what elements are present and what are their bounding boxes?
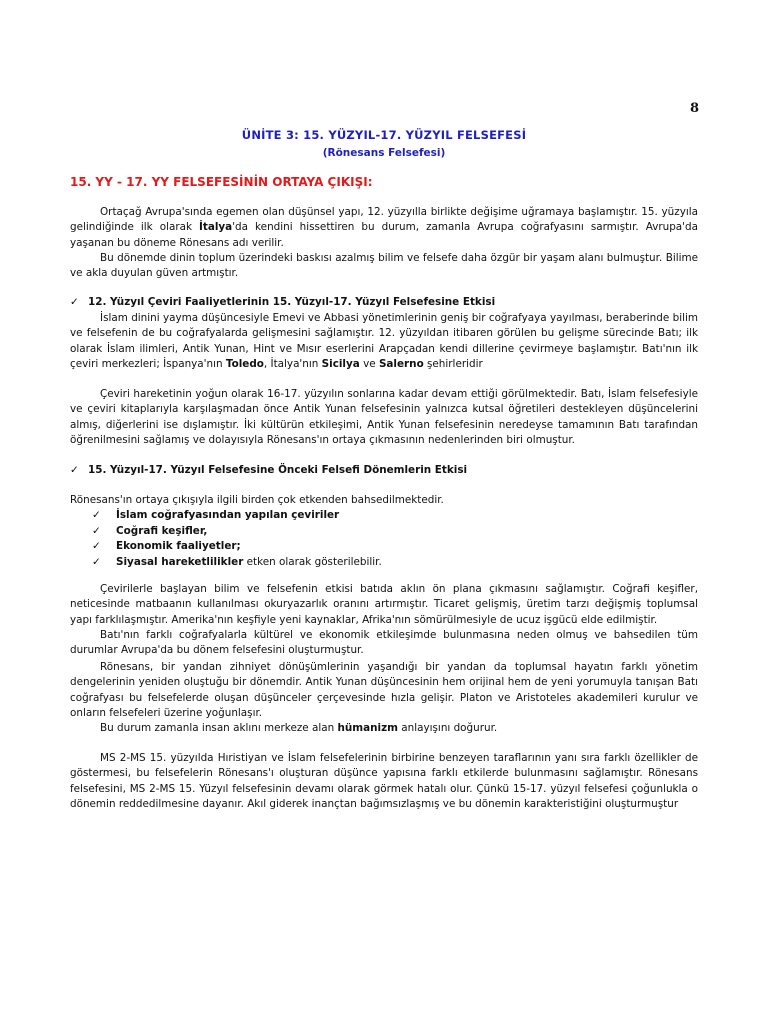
list-item-text: Coğrafi keşifler, [116, 524, 208, 537]
page-number: 8 [690, 101, 700, 116]
list-item-suffix: etken olarak gösterilebilir. [243, 555, 382, 568]
paragraph-8: Rönesans, bir yandan zihniyet dönüşümlerinin yaşandığı bir yandan da toplumsal hayatın farklı yönetim dengelerinin yeniden oluştuğu bir dönemdir. Antik Yunan düşüncesinin hem orijinal hem de yeni yorumuyla tanışan Batı coğrafyası bu felsefelerde oluşan düşünceler çerçevesinde hızla gelişir. Platon ve Aristoteles akademileri kurulur ve onların felsefeleri üzerine yoğunlaşır. [70, 661, 698, 719]
paragraph-1-end: 'da kendini hissettiren bu durum, zamanla Avrupa coğrafyasını sarmıştır. Avrupa'da yaşanan bu döneme Rönesans adı verilir. [70, 221, 698, 249]
unit-subtitle: (Rönesans Felsefesi) [322, 147, 446, 159]
paragraph-3 [70, 311, 698, 372]
paragraph-2: Bu dönemde dinin toplum üzerindeki baskısı azalmış bilim ve felsefe daha özgür bir yaşam alanı bulmuştur. Bilime ve akla duyulan güven artmıştır. [70, 252, 698, 280]
check-icon: ✓ [70, 464, 79, 476]
check-icon: ✓ [92, 540, 101, 552]
list-item-text: Ekonomik faaliyetler; [116, 540, 241, 552]
subheading-1 [70, 296, 495, 308]
paragraph-3-end: şehirleridir [423, 357, 483, 370]
paragraph-3-mid-1: , İtalya'nın [263, 357, 322, 370]
paragraph-1-bold: İtalya [199, 221, 233, 234]
paragraph-10: MS 2-MS 15. yüzyılda Hıristiyan ve İslam felsefelerinin birbirine benzeyen taraflarının yanı sıra farklı özellikler de göstermesi, bu felsefelerin Rönesans'ı oluşturan düşünce yapısına farklı etkilerde bulunmasını sağlamıştır. Rönesans felsefesini, MS 2-MS 15. Yüzyıl felsefesinin devamı olarak görmek hatalı olur. Çünkü 15-17. yüzyıl felsefesi çoğunlukla o dönemin reddedilmesine dayanır. Akıl giderek inançtan bağımsızlaşmış ve bu dönemin karakteristiğini oluşturmuştur [70, 752, 698, 810]
list-item [92, 508, 382, 524]
place-salerno: Salerno [378, 357, 424, 370]
check-icon: ✓ [92, 555, 101, 568]
paragraph-4: Çeviri hareketinin yoğun olarak 16-17. yüzyılın sonlarına kadar devam ettiği görülmektedir. Batı, İslam felsefesiyle ve çeviri kitaplarıyla karşılaşmadan önce Antik Yunan felsefesinin yalnızca kutsal öğretileri destekleyen düşüncelerini almış, diğerlerini ise dışlamıştır. İki kültürün etkileşimi, Antik Yunan felsefesinin neredeyse tamamının Batı tarafından öğrenilmesini sağlamış ve dolayısıyla Rönesans'ın ortaya çıkmasının nedenlerinden biri olmuştur. [70, 388, 698, 446]
paragraph-1-text: Ortaçağ Avrupa'sında egemen olan düşünsel yapı, 12. yüzyılla birlikte değişime uğramaya başlamıştır. 15. yüzyıla gelindiğinde ilk olarak [70, 206, 698, 234]
paragraph-9 [70, 721, 698, 736]
unit-title: ÜNİTE 3: 15. YÜZYIL-17. YÜZYIL FELSEFESİ [241, 128, 527, 142]
place-toledo: Toledo [225, 357, 264, 370]
paragraph-3-text: İslam dinini yayma düşüncesiyle Emevi ve Abbasi yönetimlerinin geniş bir coğrafyaya yayılması, beraberinde bilim ve felsefenin de bu coğrafyalarda gelişmesini sağlamıştır. 12. yüzyıldan itibaren görülen bu gelişme sürecinde Batı; ilk olarak İslam ilimleri, Antik Yunan, Hint ve Mısır eserlerini Arapçadan kendi dillerine çevirmeye başlamıştır. Batı'nın ilk çeviri merkezleri; İspanya'nın [70, 312, 698, 370]
factor-list [92, 508, 382, 570]
paragraph-6: Çevirilerle başlayan bilim ve felsefenin etkisi batıda aklın ön plana çıkmasını sağlamıştır. Coğrafi keşifler, neticesinde matbaanın kullanılması okuryazarlık oranını artırmıştır. Ticaret gelişmiş, üretim tarzı değişmiş toplumsal yapı farklılaşmıştır. Amerika'nın keşfiyle yeni kaynaklar, Afrika'nın sömürülmesiyle de ucuz işgücü elde edilmiştir. [70, 583, 698, 626]
term-humanizm: hümanizm [337, 722, 398, 734]
paragraph-9-end: anlayışını doğurur. [397, 722, 498, 734]
check-icon: ✓ [92, 524, 101, 537]
list-item [92, 539, 382, 555]
subheading-2 [70, 464, 467, 476]
check-icon: ✓ [92, 509, 101, 521]
check-icon: ✓ [70, 296, 79, 308]
subheading-2-text: 15. Yüzyıl-17. Yüzyıl Felsefesine Önceki Felsefi Dönemlerin Etkisi [88, 464, 468, 476]
list-item [92, 524, 382, 540]
list-item-text: İslam coğrafyasından yapılan çeviriler [116, 509, 340, 521]
paragraph-1 [70, 205, 698, 251]
subheading-1-text: 12. Yüzyıl Çeviri Faaliyetlerinin 15. Yüzyıl-17. Yüzyıl Felsefesine Etkisi [88, 296, 496, 308]
place-sicilya: Sicilya [321, 357, 360, 370]
section-heading: 15. YY - 17. YY FELSEFESİNİN ORTAYA ÇIKIŞI: [70, 175, 373, 189]
paragraph-5: Rönesans'ın ortaya çıkışıyla ilgili birden çok etkenden bahsedilmektedir. [70, 494, 444, 506]
list-item-text: Siyasal hareketlilikler [116, 555, 244, 568]
paragraph-9-text: Bu durum zamanla insan aklını merkeze alan [100, 722, 338, 734]
paragraph-7: Batı'nın farklı coğrafyalarla kültürel ve ekonomik etkileşimde bulunmasına neden olmuş ve bahsedilen tüm durumlar Avrupa'da bu dönem felsefesini oluşturmuştur. [70, 629, 698, 657]
list-item [92, 555, 382, 571]
paragraph-3-mid-2: ve [359, 357, 379, 370]
